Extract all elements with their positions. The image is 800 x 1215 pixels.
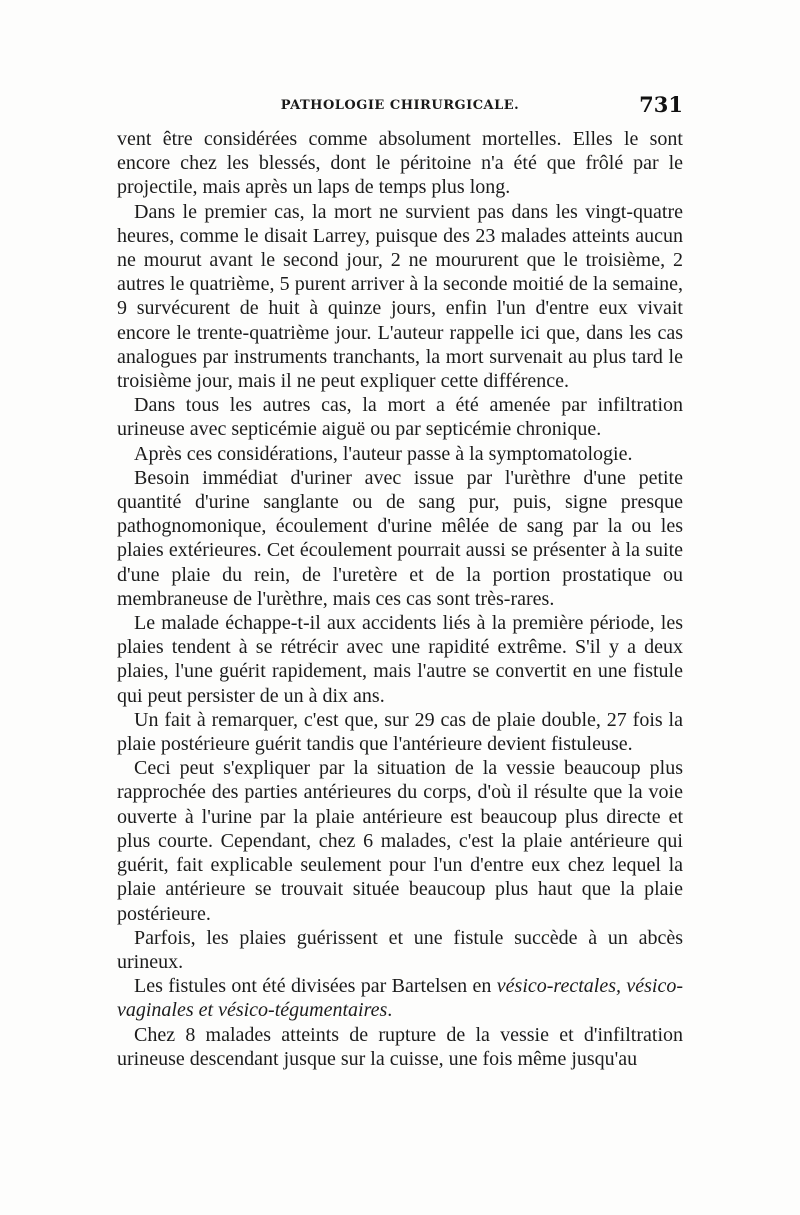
paragraph-symptomatology: Après ces considérations, l'auteur passe à la symptomatologie. — [134, 442, 633, 465]
paragraph-urination: Besoin immédiat d'uriner avec issue par l'urèthre d'une petite quantité d'urine sanglante ou de sang pur, puis, signe presque pathognomonique, écoulement d'urine mêlée de sang par la ou les plaies extérieures. Cet écoulement pourrait aussi se présenter à la suite d'une plaie du rein, de l'uretère et de la portion prostatique ou membraneuse de l'urèthre, mais ces cas sont très-rares. — [117, 466, 683, 610]
paragraph-rupture: Chez 8 malades atteints de rupture de la vessie et d'infiltration urineuse descendant jusque sur la cuisse, une fois même jusqu'au — [117, 1023, 683, 1070]
paragraph-healing: Le malade échappe-t-il aux accidents liés à la première période, les plaies tendent à se rétrécir avec une rapidité extrême. S'il y a deux plaies, l'une guérit rapidement, mais l'autre se convertit en une fistule qui peut persister de un à dix ans. — [117, 612, 683, 707]
paragraph-fistula-types — [117, 974, 683, 1022]
paragraph-abscess: Parfois, les plaies guérissent et une fistule succède à un abcès urineux. — [117, 926, 683, 973]
paragraph-mortality: Dans le premier cas, la mort ne survient pas dans les vingt-quatre heures, comme le disait Larrey, puisque des 23 malades atteints aucun ne mourut avant le second jour, 2 ne moururent que le troisième, 2 autres le quatrième, 5 purent arriver à la seconde moitié de la semaine, 9 survécurent de huit à quinze jours, enfin l'un d'entre eux vivait encore le trente-quatrième jour. L'auteur rappelle ici que, dans les cas analogues par instruments tranchants, la mort survenait au plus tard le troisième jour, mais il ne peut expliquer cette différence. — [117, 200, 683, 393]
fistula-types-emphasis: vésico-rectales, vésico-vaginales et vésico-tégumentaires — [117, 975, 683, 1022]
paragraph-septicemia: Dans tous les autres cas, la mort a été amenée par infiltration urineuse avec septicémie aiguë ou par septicémie chronique. — [117, 394, 683, 441]
paragraph-double-wound: Un fait à remarquer, c'est que, sur 29 cas de plaie double, 27 fois la plaie postérieure guérit tandis que l'antérieure devient fistuleuse. — [117, 708, 683, 756]
fistula-text-after: . — [387, 999, 393, 1022]
fistula-text-before: Les fistules ont été divisées par Bartelsen en — [134, 975, 497, 998]
paragraph-continuation: vent être considérées comme absolument mortelles. Elles le sont encore chez les blessés, dont le péritoine n'a été que frôlé par le projectile, mais après un laps de temps plus long. — [117, 128, 683, 199]
paragraph-explanation: Ceci peut s'expliquer par la situation de la vessie beaucoup plus rapprochée des parties antérieures du corps, d'où il résulte que la voie ouverte à l'urine par la plaie antérieure est beaucoup plus directe et plus courte. Cependant, chez 6 malades, c'est la plaie antérieure qui guérit, fait explicable seulement pour l'un d'entre eux chez lequel la plaie antérieure se trouvait située beaucoup plus haut que la plaie postérieure. — [117, 757, 683, 925]
page-number: 731 — [639, 92, 683, 117]
body-text — [117, 127, 683, 1071]
running-title: PATHOLOGIE CHIRURGICALE. — [280, 98, 520, 113]
running-head — [117, 92, 683, 122]
